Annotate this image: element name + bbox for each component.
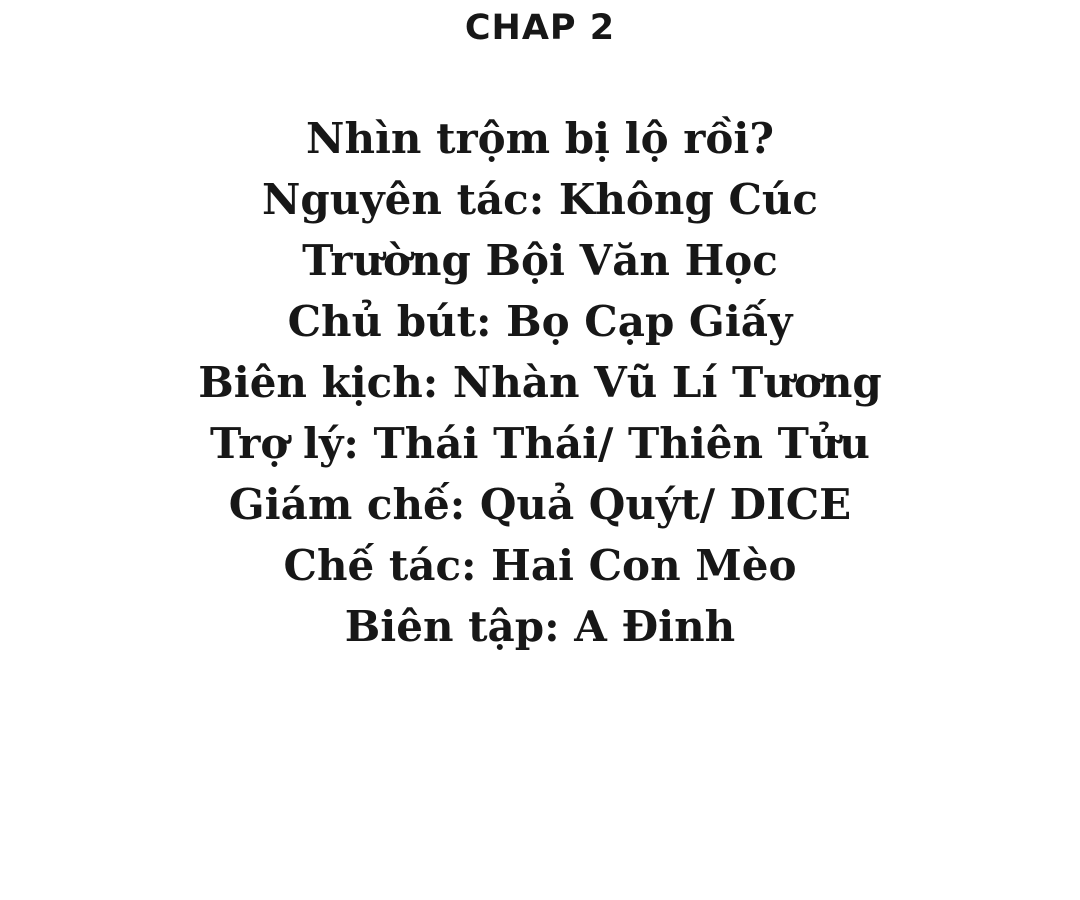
credits-line: Biên tập: A Đinh <box>344 602 736 651</box>
credits-block <box>0 114 1080 651</box>
credits-line: Biên kịch: Nhàn Vũ Lí Tương <box>198 358 882 407</box>
credits-line: Chế tác: Hai Con Mèo <box>283 541 797 590</box>
credits-line: Nguyên tác: Không Cúc <box>261 175 818 224</box>
credits-line: Nhìn trộm bị lộ rồi? <box>306 114 774 163</box>
credits-line: Trường Bội Văn Học <box>302 236 778 285</box>
credits-line: Giám chế: Quả Quýt/ DICE <box>228 480 852 529</box>
page-title: CHAP 2 <box>464 8 616 48</box>
credits-line: Chủ bút: Bọ Cạp Giấy <box>287 297 793 346</box>
credits-line: Trợ lý: Thái Thái/ Thiên Tửu <box>210 419 870 468</box>
